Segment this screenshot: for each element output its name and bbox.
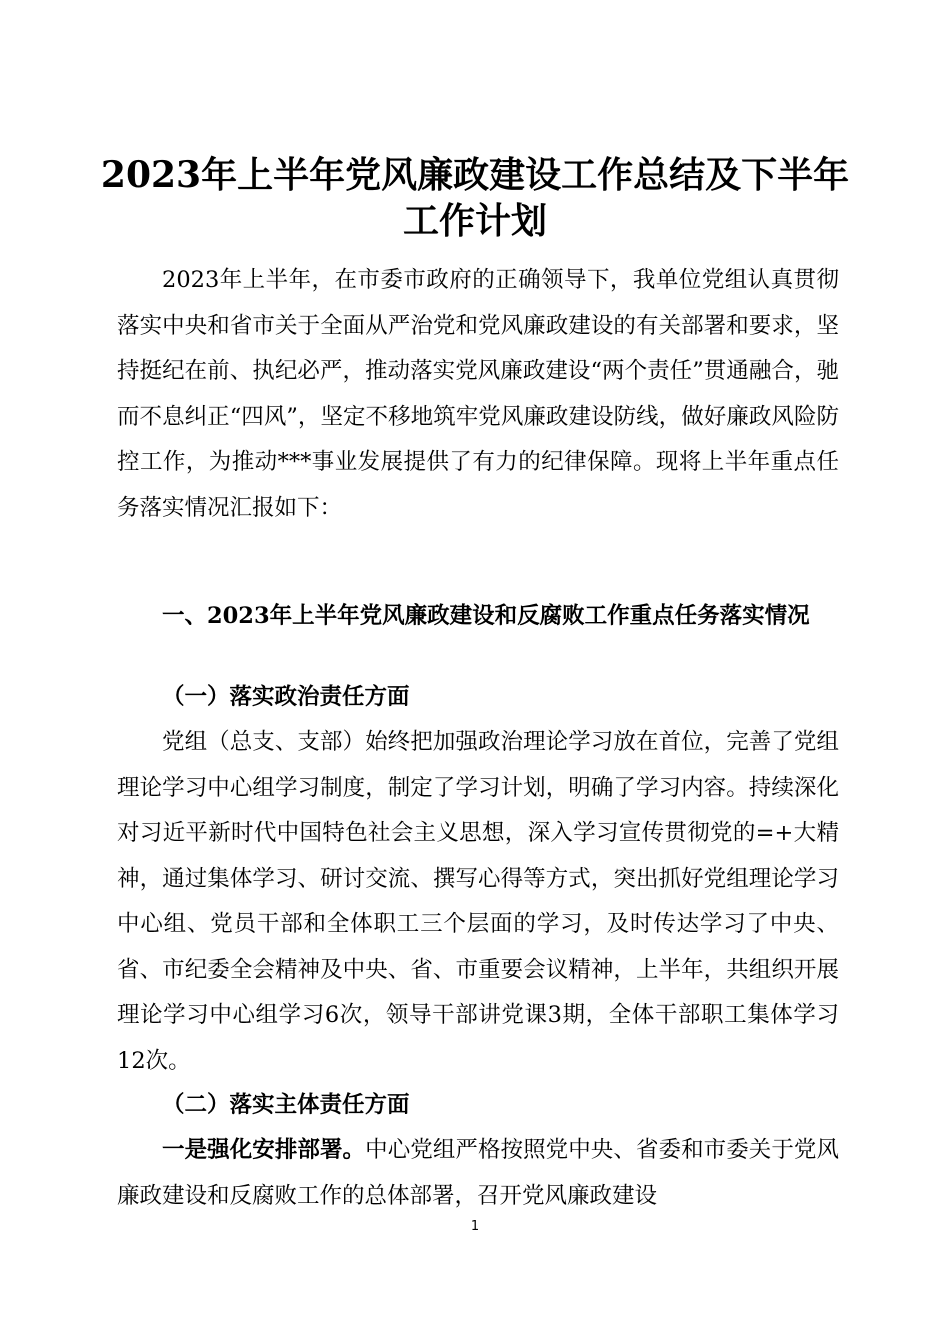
subsection-2-heading: （二）落实主体责任方面 xyxy=(162,1092,410,1118)
page-number: 1 xyxy=(470,1219,480,1234)
subsection-1-paragraph: 党组（总支、支部）始终把加强政治理论学习放在首位，完善了党组理论学习中心组学习制度，制定了学习计划，明确了学习内容。持续深化对习近平新时代中国特色社会主义思想，深入学习宣传贯彻党的=+大精神，通过集体学习、研讨交流、撰写心得等方式，突出抓好党组理论学习中心组、党员干部和全体职工三个层面的学习，及时传达学习了中央、省、市纪委全会精神及中央、省、市重要会议精神，上半年，共组织开展理论学习中心组学习6次，领导干部讲党课3期，全体干部职工集体学习12次。 xyxy=(117,729,839,1074)
document-title-line-1: 2023年上半年党风廉政建设工作总结及下半年 xyxy=(100,154,850,196)
subsection-2-lead-phrase: 一是强化安排部署。 xyxy=(162,1137,366,1163)
intro-paragraph: 2023年上半年，在市委市政府的正确领导下，我单位党组认真贯彻落实中央和省市关于全面从严治党和党风廉政建设的有关部署和要求，坚持挺纪在前、执纪必严，推动落实党风廉政建设“两个责任”贯通融合，驰而不息纠正“四风”，坚定不移地筑牢党风廉政建设防线，做好廉政风险防控工作，为推动***事业发展提供了有力的纪律保障。现将上半年重点任务落实情况汇报如下： xyxy=(117,267,839,521)
document-title-line-2: 工作计划 xyxy=(402,200,547,242)
subsection-2-body-text: 中心党组严格按照党中央、省委和市委关于党风廉政建设和反腐败工作的总体部署，召开党风廉政建设 xyxy=(117,1137,839,1209)
subsection-1-heading: （一）落实政治责任方面 xyxy=(162,684,410,710)
section-1-heading: 一、2023年上半年党风廉政建设和反腐败工作重点任务落实情况 xyxy=(162,603,810,629)
subsection-2-paragraph xyxy=(117,1128,839,1219)
